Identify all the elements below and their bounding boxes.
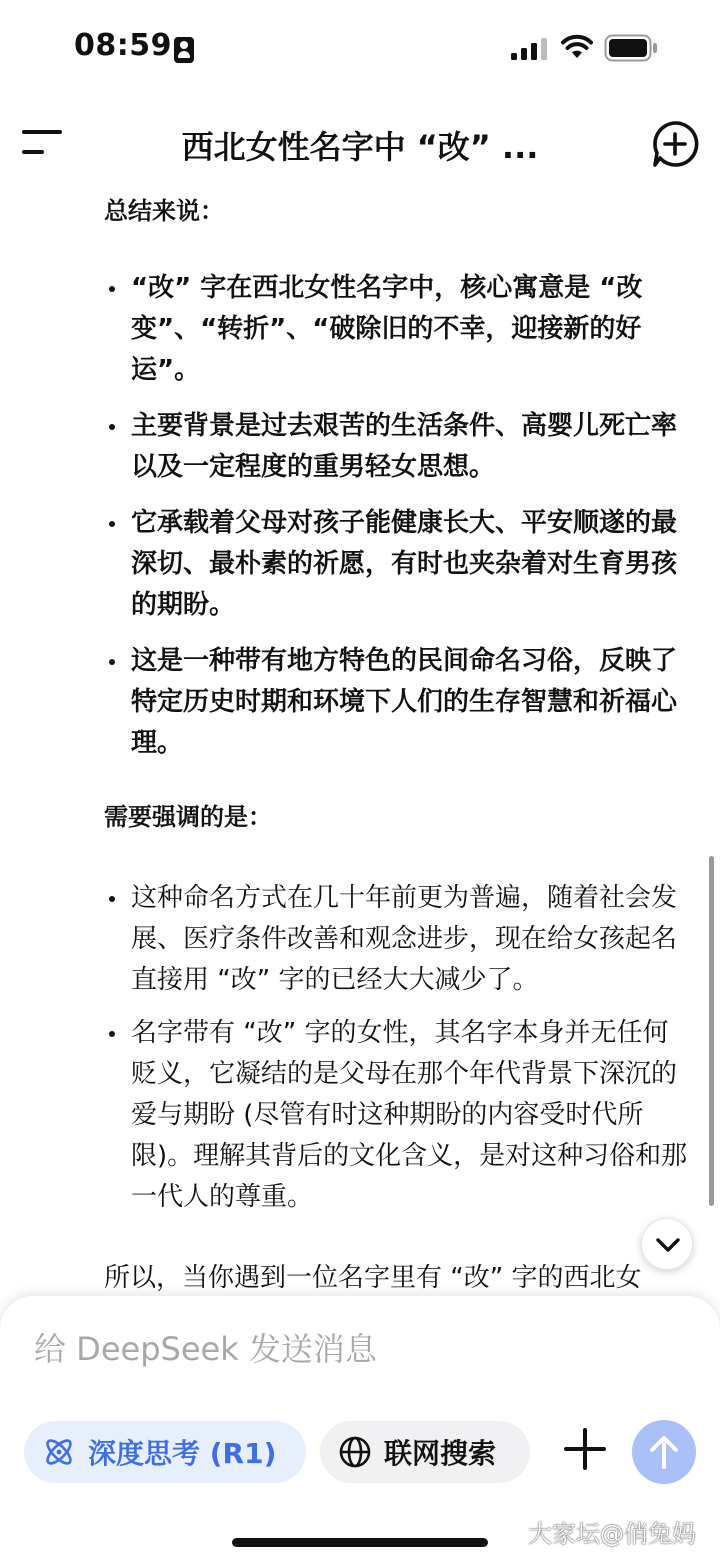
deep-think-toggle[interactable] bbox=[24, 1421, 306, 1483]
list-item: 它承载着父母对孩子能健康长大、平安顺遂的最深切、最朴素的祈愿，有时也夹杂着对生育男孩的期盼。 bbox=[104, 503, 694, 626]
menu-icon[interactable] bbox=[22, 126, 62, 160]
emphasis-list bbox=[104, 878, 694, 1218]
emphasis-heading: 需要强调的是： bbox=[104, 803, 272, 831]
watermark: 大家坛@俏兔妈 bbox=[528, 1520, 696, 1548]
list-item: 主要背景是过去艰苦的生活条件、高婴儿死亡率以及一定程度的重男轻女思想。 bbox=[104, 406, 694, 488]
chevron-down-icon bbox=[655, 1234, 681, 1256]
cellular-signal-icon bbox=[511, 38, 547, 60]
wifi-icon bbox=[561, 34, 593, 60]
list-item: 这是一种带有地方特色的民间命名习俗，反映了特定历史时期和环境下人们的生存智慧和祈福心理。 bbox=[104, 641, 694, 764]
conversation-title: 西北女性名字中 “改” ... bbox=[181, 128, 539, 166]
status-time: 08:59 bbox=[74, 28, 172, 63]
web-search-toggle[interactable] bbox=[320, 1421, 530, 1483]
web-search-label: 联网搜索 bbox=[384, 1437, 497, 1470]
scrollbar[interactable] bbox=[709, 856, 714, 1206]
contact-card-icon bbox=[174, 37, 194, 63]
list-item: 名字带有 “改” 字的女性，其名字本身并无任何贬义，它凝结的是父母在那个年代背景下深沉的爱与期盼 (尽管有时这种期盼的内容受时代所限)。理解其背后的文化含义，是对这种习俗和那一代人的尊重。 bbox=[104, 1013, 694, 1218]
summary-list bbox=[104, 268, 694, 764]
message-input[interactable] bbox=[34, 1330, 594, 1368]
new-chat-icon[interactable] bbox=[651, 120, 699, 168]
battery-icon bbox=[604, 34, 658, 62]
atom-icon bbox=[42, 1435, 76, 1469]
globe-icon bbox=[338, 1435, 372, 1469]
summary-heading: 总结来说： bbox=[104, 197, 224, 225]
arrow-up-icon bbox=[648, 1434, 680, 1470]
assistant-message bbox=[104, 196, 694, 1299]
deep-think-label: 深度思考 (R1) bbox=[88, 1437, 277, 1470]
attach-button[interactable] bbox=[562, 1426, 608, 1472]
top-nav bbox=[0, 100, 720, 188]
scroll-to-bottom-button[interactable] bbox=[641, 1218, 693, 1270]
send-button[interactable] bbox=[632, 1420, 696, 1484]
closing-paragraph: 所以，当你遇到一位名字里有 “改” 字的西北女 bbox=[104, 1263, 642, 1293]
list-item: “改” 字在西北女性名字中，核心寓意是 “改变”、“转折”、“破除旧的不幸，迎接新的好运”。 bbox=[104, 268, 694, 391]
home-indicator[interactable] bbox=[232, 1538, 488, 1547]
status-bar bbox=[0, 0, 720, 90]
list-item: 这种命名方式在几十年前更为普遍，随着社会发展、医疗条件改善和观念进步，现在给女孩起名直接用 “改” 字的已经大大减少了。 bbox=[104, 878, 694, 1001]
